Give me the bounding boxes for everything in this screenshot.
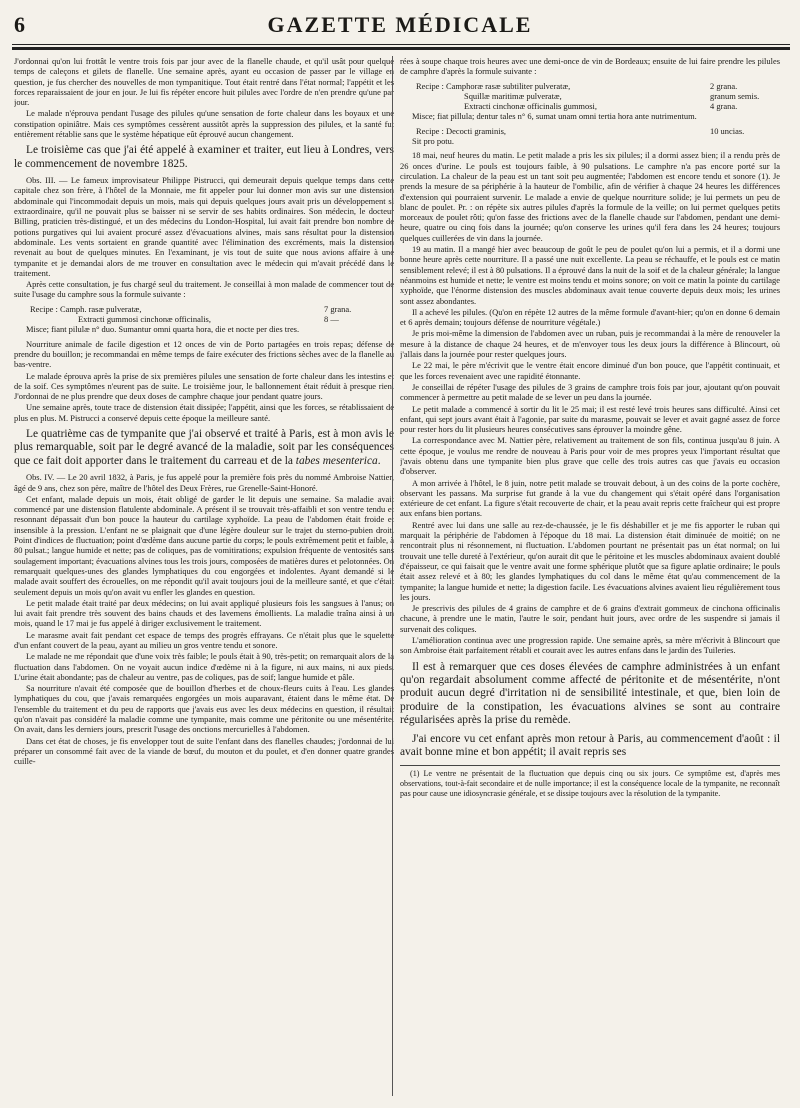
paragraph: Nourriture animale de facile digestion et 12 onces de vin de Porto partagées en trois repas; défense de prendre du bouillon; je recommandai en même temps de faire exécuter des frictions sèches avec de la flanelle au bas-ventre.	[14, 338, 394, 370]
rx-qty: granum semis.	[710, 90, 760, 101]
paragraph: La correspondance avec M. Nattier père, relativement au traitement de son fils, continua jusqu'au 8 juin. A cette époque, je voulus me rendre de nouveau à Paris pour voir de mes propres yeux l'important résultat que j'avais obtenu dans une tympanite bien plus grave que celle des trois autres cas que j'avais eu occasion d'observer.	[400, 435, 780, 477]
rx-instructions: Misce; fiat pillula; dentur tales n° 6, sumat unam omni tertia hora ante nutrimentum.	[412, 111, 697, 122]
rx-item: Squillæ maritimæ pulveratæ,	[464, 90, 562, 101]
paragraph: Le petit malade a commencé à sortir du lit le 25 mai; il est resté levé trois heures sans difficulté. Ainsi cet enfant, qui sept jours avant était à l'agonie, par suite du marasme, pouvait se lever et avait gagné assez de force pour rester hors du lit plusieurs heures consécutives sans éprouver la moindre gêne.	[400, 403, 780, 435]
rx-qty: 7 grana.	[324, 303, 352, 314]
paragraph: Dans cet état de choses, je fis envelopper tout de suite l'enfant dans des flanelles chaudes; j'ordonnai de lui préparer un consommé fait avec de la viande de bœuf, du mouton et du poulet, et d'en donner quatre grandes cuille-	[14, 735, 394, 767]
paragraph: Rentré avec lui dans une salle au rez-de-chaussée, je le fis déshabiller et je me fis apporter le ruban qui marquait la périphérie de l'abdomen à l'époque du 18 mai. La distension était diminuée de moitié; on ne rencontrait plus ni résonnement, ni fluctuation. L'abdomen pourtant ne présentait pas un état normal; on lui trouvait une telle dureté à l'extérieur, qu'on aurait dit que le péritoine et les muscles abdominaux avaient doublé d'épaisseur, ce qui faisait que le ventre avait une forme sphérique plutôt que sa figure aplatie ordinaire; le pouls était assez relevé et à 80; les glandes lymphatiques du col dans le même état qu'au commencement de la tympanite; la langue humide et nette; la digestion facile. Les évacuations alvines avaient lieu régulièrement tous les jours.	[400, 519, 780, 602]
paragraph: Le malade ne me répondait que d'une voix très faible; le pouls était à 90, très-petit; on remarquait alors de la fluctuation dans l'abdomen. On ne voyait aucun indice d'œdème ni à la figure, ni aux mains, ni aux pieds. L'urine était abondante; pas de chaleur au ventre, pas de coliques, pas de soif; langue humide et pâle.	[14, 651, 394, 682]
paragraph: A mon arrivée à l'hôtel, le 8 juin, notre petit malade se trouvait debout, à un des coins de la porte cochère, observant les passans. Ma surprise fut grande à la vue du changement qui s'était opéré dans l'organisation extérieure de cet enfant. La figure s'était recouverte de chair, et la peau avait repris cette fraîcheur qui est propre aux enfans bien portans.	[400, 477, 780, 519]
prescription-2	[400, 81, 780, 122]
rx-item: Extracti gummosi cinchonæ officinalis,	[78, 314, 211, 325]
rx-item: Recipe : Decocti graminis,	[416, 125, 506, 136]
paragraph: Je pris moi-même la dimension de l'abdomen avec un ruban, puis je recommandai à la mère de renouveler la mesure à la distance de chaque 24 heures, et de m'envoyer tous les deux jours la différence à Blincourt, où j'allais dans la journée pour rester quelques jours.	[400, 328, 780, 360]
footnote-text: (1) Le ventre ne présentait de la fluctuation que depuis cinq ou six jours. Ce symptôme est, d'après mes observations, tout-à-fait secondaire et de nulle importance; il est la conséquence locale de la tympanite, ne reconnaît pas pour cause une idiosyncrasie générale, et se dissipe toujours avec la résolution de la tympanite.	[400, 769, 780, 798]
rx-item: Recipe : Camph. rasæ pulveratæ,	[30, 303, 142, 314]
lead-text: Le quatrième cas de tympanite que j'ai observé et traité à Paris, est à mon avis le plus remarquable, soit par le degré avancé de la maladie, soit par les conséquences que ce fait doit apporter dans le traitement du carreau et de la	[14, 428, 394, 467]
paragraph: Le malade éprouva après la prise de six premières pilules une sensation de forte chaleur dans les intestins et de la soif. Ces symptômes n'eurent pas de suite. Le troisième jour, le ballonnement était réduit à presque rien. J'ordonnai de ne plus prendre que deux doses de camphre chaque jour pendant quatre jours.	[14, 370, 394, 402]
section-lead	[14, 428, 394, 468]
section-lead: Il est à remarquer que ces doses élevées de camphre administrées à un enfant qu'on regardait absolument comme affecté de péritonite et de mésentérite, n'ont produit aucun degré d'irritation ni de sensibilité intestinale, et que, bien loin de produire de la constipation, les évacuations alvines se sont au contraire régularisées après la prise du remède.	[400, 660, 780, 727]
rx-item: Recipe : Camphoræ rasæ subtiliter pulveratæ,	[416, 80, 571, 91]
paragraph: Le marasme avait fait pendant cet espace de temps des progrès effrayans. Ce n'était plus que le squelette d'un enfant couvert de la peau, ayant au milieu un gros ventre tendu et sonore.	[14, 629, 394, 650]
rx-qty: 10 uncias.	[710, 125, 745, 136]
paragraph: Après cette consultation, je fus chargé seul du traitement. Je conseillai à mon malade de commencer tout de suite l'usage du camphre sous la formule suivante :	[14, 279, 394, 300]
rx-qty: 4 grana.	[710, 101, 738, 112]
paragraph: Le petit malade était traité par deux médecins; on lui avait appliqué plusieurs fois les sangsues à l'anus; on lui avait fait prendre très souvent des bains chauds et des lavemens émollients. La maladie traîna ainsi à un mois, quand le 17 mai je fus appelé à diriger exclusivement le traitement.	[14, 597, 394, 629]
paragraph: rées à soupe chaque trois heures avec une demi-once de vin de Bordeaux; ensuite de lui faire prendre les pilules de camphre d'après la formule suivante :	[400, 56, 780, 77]
observation-3: Obs. III. — Le fameux improvisateur Philippe Pistrucci, qui demeurait depuis quelque temps dans cette capitale chez son frère, à l'hôtel de la Monnaie, me fit appeler pour lui donner mon avis sur une distension abdominale qui l'incommodait depuis un mois, mais qui depuis quelques jours avait pris un développement si extraordinaire, qu'il ne pouvait plus se baisser ni se servir de ses habits ordinaires. Son médecin, le docteur Billing, praticien très-distingué, et un des médecins du London-Hospital, lui avait fait prendre bon nombre de potions purgatives qui lui avaient procuré assez d'évacuations alvines, mais sans résultat pour la distension abdominale. Les vents sortaient en grande quantité avec l'élimination des excréments, mais la distension revenait au bout de quelques minutes. En l'examinant, je vis tout de suite que nous avions affaire à une tympanite et je demandai alors de me trouver en consultation avec le médecin qui m'avait précédé dans le traitement.	[14, 175, 394, 278]
page-number: 6	[14, 12, 25, 37]
paragraph: Une semaine après, toute trace de distension était dissipée; l'appétit, ainsi que les forces, se rétablissaient de plus en plus. M. Pistrucci a conservé depuis cette époque la meilleure santé.	[14, 402, 394, 423]
header-rule-thin	[12, 44, 790, 45]
rx-qty: 8 —	[324, 314, 339, 325]
paragraph: Il a achevé les pilules. (Qu'on en répète 12 autres de la même formule d'avant-hier; qu'on en donne 6 demain et 6 après demain; toujours défense de nourriture végétale.)	[400, 306, 780, 328]
paragraph: L'amélioration continua avec une progression rapide. Une semaine après, sa mère m'écrivit à Blincourt que son Ambroise était parfaitement rétabli et courait avec les autres enfans dans le jardin des Tuileries.	[400, 635, 780, 656]
paragraph: 18 mai, neuf heures du matin. Le petit malade a pris les six pilules; il a dormi assez bien; il a rendu près de 26 onces d'urine. Le pouls est toujours faible, à 90 pulsations. Le camphre n'a pas encore porté sur la circulation. La chaleur de la peau est un tant soit peu augmentée; l'abdomen est encore tendu et sonore (1). Je prends la mesure de sa périphérie à la hauteur de l'ombilic, afin de vérifier à chaque 24 heures les différences d'extension qui pourraient survenir. Le malade a envie de quelque nourriture solide; je lui permets un peu de blanc de poulet. Pr. : on répète six autres pilules d'après la formule de la veille; on lui permet quelques petits morceaux de poulet rôti; qu'on fasse des frictions avec de la flanelle chaude sur l'abdomen, pendant une demi-heure, quatre ou cinq fois dans la journée; qu'on conserve les urines qu'il fera dans les 24 heures; toujours quelques cuillerées de vin dans la journée.	[400, 150, 780, 243]
prescription-3	[400, 126, 780, 147]
paragraph: J'ordonnai qu'on lui frottât le ventre trois fois par jour avec de la flanelle chaude, et qu'il usât pour quelque temps de caleçons et gilets de flanelle. Une semaine après, ayant eu occasion de passer par le village en question, je fus chercher des nouvelles de mon tympanitique. Tout était rentré dans l'état normal; l'appétit et les forces reparaissaient de jour en jour. Je lui fis répéter encore huit pilules avec l'ordre de n'en prendre qu'une par jour.	[14, 56, 394, 108]
lead-text: .	[377, 454, 381, 467]
paragraph: Sa nourriture n'avait été composée que de bouillon d'herbes et de choux-fleurs cuits à l'eau. Les glandes lymphatiques du cou, que j'avais remarquées engorgées un mois auparavant, étaient dans le même état. De l'ensemble du traitement et du peu de rapports que j'avais eus avec les deux médecins en question, il résultait qu'on n'avait pas considéré la maladie comme une tympanite, mais comme une péritonite ou une mésentérite. On avait, dans les derniers jours, prescrit l'usage des onctions mercurielles à l'abdomen.	[14, 683, 394, 735]
left-column	[14, 56, 394, 1096]
header-rule-thick	[12, 47, 790, 50]
prescription-1	[14, 304, 394, 335]
section-lead: J'ai encore vu cet enfant après mon retour à Paris, au commencement d'août : il avait bonne mine et bon appétit; il avait repris ses	[400, 732, 780, 759]
paragraph: Le 22 mai, le père m'écrivit que le ventre était encore diminué d'un bon pouce, que l'appétit continuait, et que les forces revenaient avec une rapidité étonnante.	[400, 360, 780, 381]
footnote	[400, 765, 780, 798]
rx-qty: 2 grana.	[710, 80, 738, 91]
right-column	[400, 56, 780, 1096]
paragraph: 19 au matin. Il a mangé hier avec beaucoup de goût le peu de poulet qu'on lui a permis, et il a dormi une bonne heure après cette nourriture. Il a passé une nuit excellente. La peau se réchauffe, et le pouls est ce matin sensiblement relevé; il est à 80 pulsations. Il a éprouvé dans la nuit de la soif et de la chaleur générale; la langue néanmoins est humide et nette; le ventre est moins tendu et moins sonore; on voit ce matin la pointe du cartilage xyphoïde, que l'énorme distension des muscles abdominaux avait tenue couverte depuis deux mois; les urines sont assez abondantes.	[400, 244, 780, 306]
rx-item: Extracti cinchonæ officinalis gummosi,	[464, 101, 597, 112]
observation-4: Obs. IV. — Le 20 avril 1832, à Paris, je fus appelé pour la première fois près du nommé Ambroise Nattier, âgé de 9 ans, chez son père, maître de l'hôtel des Deux Frères, rue Grenelle-Saint-Honoré.	[14, 472, 394, 493]
rx-instructions: Sit pro potu.	[412, 136, 454, 147]
section-lead: Le troisième cas que j'ai été appelé à examiner et traiter, eut lieu à Londres, vers le commencement de novembre 1825.	[14, 144, 394, 170]
journal-title: GAZETTE MÉDICALE	[267, 12, 533, 37]
paragraph: Le malade n'éprouva pendant l'usage des pilules qu'une sensation de forte chaleur dans les boyaux et une constipation opiniâtre. Mais ces symptômes cessèrent aussitôt après la suppression des pilules, et la santé fut entièrement rétablie sans que le système hépatique eût éprouvé aucun changement.	[14, 108, 394, 140]
paragraph: Je conseillai de répéter l'usage des pilules de 3 grains de camphre trois fois par jour, ajoutant qu'on pouvait commencer à permettre au petit malade de se lever un peu dans la journée.	[400, 381, 780, 403]
lead-emphasis: tabes mesenterica	[295, 454, 378, 467]
paragraph: Cet enfant, malade depuis un mois, était obligé de garder le lit depuis une semaine. Sa maladie avait commencé par une distension flatulente abdominale. A présent il se trouvait très-affaibli et son ventre tendu et resonnant dépassait d'un bon pouce la hauteur du cartilage xyphoïde. La peau de l'abdomen était froide et insensible à la pression. L'enfant ne se plaignait que d'une légère douleur sur le trajet du sterno-pubien droit. Point d'indices de fluctuation; point d'œdème dans aucune partie du corps; le pouls extrêmement petit et faible, à 80 pulsat.; langue humide et nette; pas de coliques, pas de vomitirations; expulsion fréquente de ventosités sans soulagement important; évacuations alvines tous les trois jours, composées de matières dures et pelotonnées. On remarquait quelques-unes des glandes lymphatiques du cou engorgées et indolentes. Ayant demandé si le malade avait souffert des écrouelles, on me répondit qu'il avait toujours joui de la meilleure santé, et que c'était seulement depuis un mois qu'on avait vu enfler les glandes en question.	[14, 493, 394, 597]
column-divider	[392, 56, 393, 1096]
paragraph: Je prescrivis des pilules de 4 grains de camphre et de 6 grains d'extrait gommeux de cinchona officinalis chacune, à prendre une le matin, l'autre le soir, pendant huit jours, avec ordre de les suspendre si jamais il survenait des coliques.	[400, 603, 780, 634]
rx-instructions: Misce; fiant pilulæ n° duo. Sumantur omni quarta hora, die et nocte per dies tres.	[26, 324, 300, 335]
